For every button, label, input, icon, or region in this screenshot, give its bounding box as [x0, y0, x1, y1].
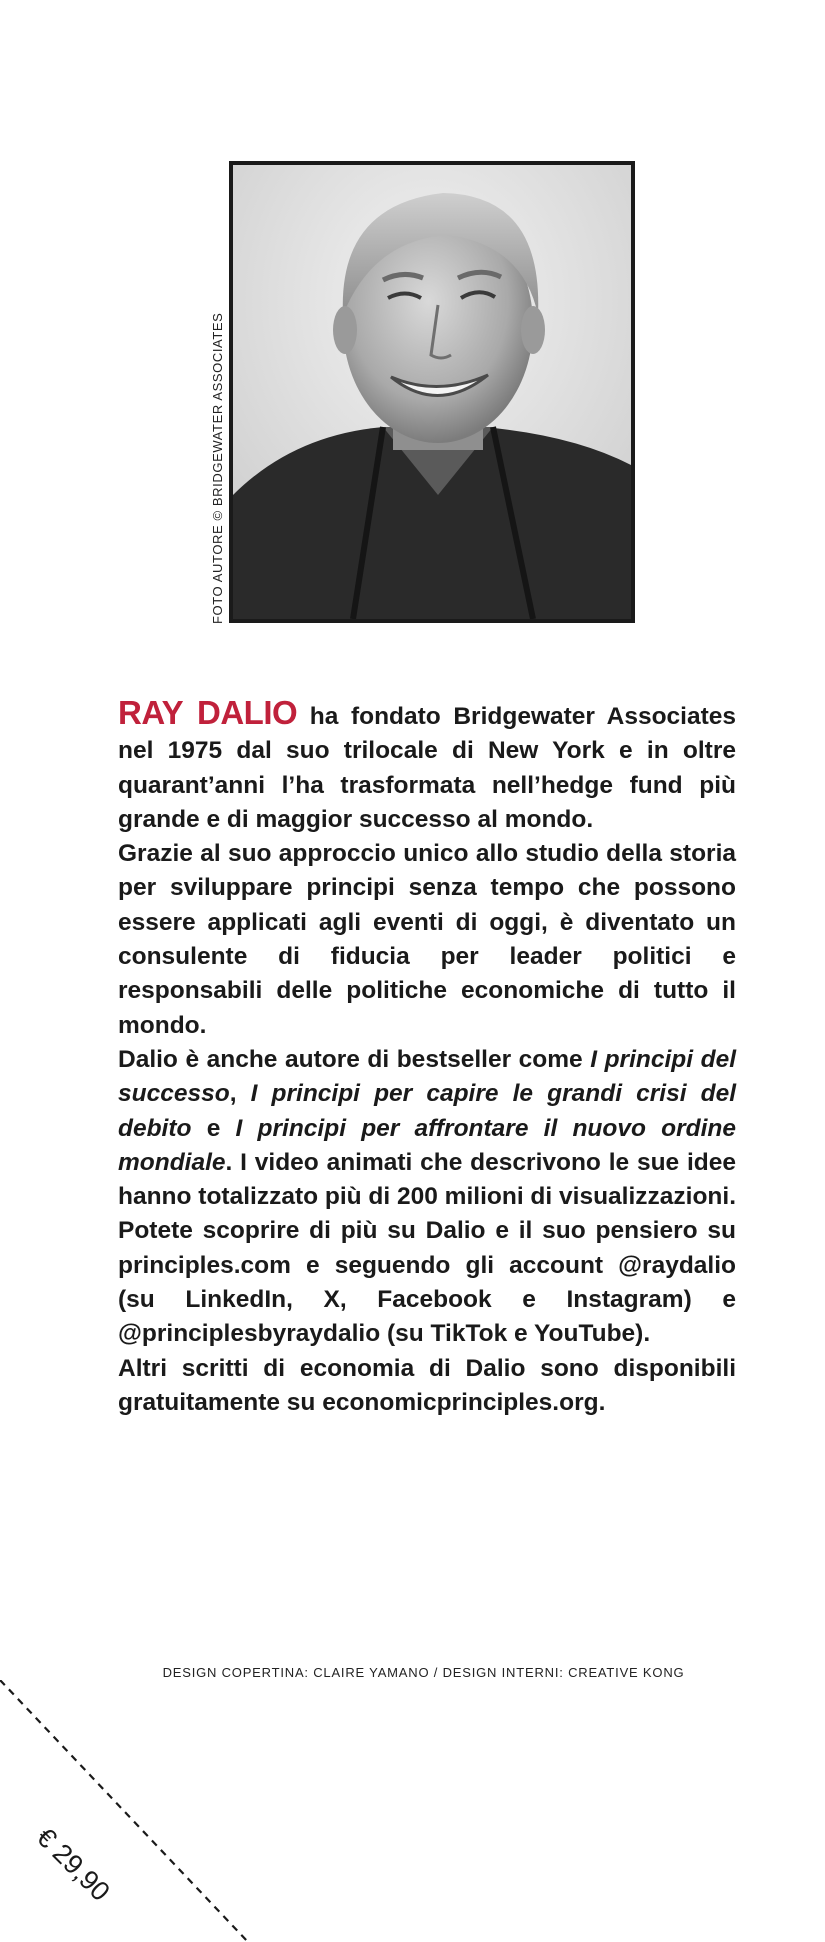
bio-paragraph-3	[118, 1043, 736, 1352]
book-title: I principi del successo	[118, 1045, 737, 1108]
bio-paragraph-4: Altri scritti di economia di Dalio sono disponibili gratuitamente su economicprinciples.org.	[118, 1354, 736, 1416]
bio-paragraph-1-text: ha fondato Bridgewater Associates nel 1975 dal suo trilocale di New York e in oltre quarant’anni l’ha trasformata nell’hedge fund più grande e di maggior successo al mondo.	[118, 703, 737, 833]
book-title: I principi per affrontare il nuovo ordine mondiale	[118, 1114, 736, 1176]
bio-paragraph-2: Grazie al suo approccio unico allo studio della storia per sviluppare principi senza tempo che possono essere applicati agli eventi di oggi, è diventato un consulente di fiducia per leader politici e responsabili delle politiche economiche di tutto il mondo.	[118, 840, 736, 1039]
author-name: RAY DALIO	[118, 694, 298, 731]
photo-credit: FOTO AUTORE © BRIDGEWATER ASSOCIATES	[210, 312, 225, 624]
bio-paragraph-1	[118, 696, 736, 837]
author-photo	[229, 161, 635, 623]
bio-text: e	[191, 1114, 236, 1142]
design-credit: DESIGN COPERTINA: CLAIRE YAMANO / DESIGN INTERNI: CREATIVE KONG	[162, 1665, 685, 1680]
book-title: I principi per capire le grandi crisi del debito	[118, 1080, 736, 1142]
bio-text: . I video animati che descrivono le sue idee hanno totalizzato più di 200 milioni di visualizzazioni. Potete scoprire di più su Dalio e il suo pensiero su principles.com e seguendo gli account @raydalio (su LinkedIn, X, Facebook e Instagram) e @principlesbyraydalio (su TikTok e YouTube).	[118, 1148, 737, 1348]
author-portrait-image	[233, 165, 631, 619]
price-cut-line	[0, 1680, 260, 1942]
bio-text: ,	[229, 1080, 251, 1108]
price-label: € 29,90	[30, 1822, 116, 1907]
bio-text: Dalio è anche autore di bestseller come	[118, 1045, 591, 1073]
author-bio	[118, 696, 736, 1420]
